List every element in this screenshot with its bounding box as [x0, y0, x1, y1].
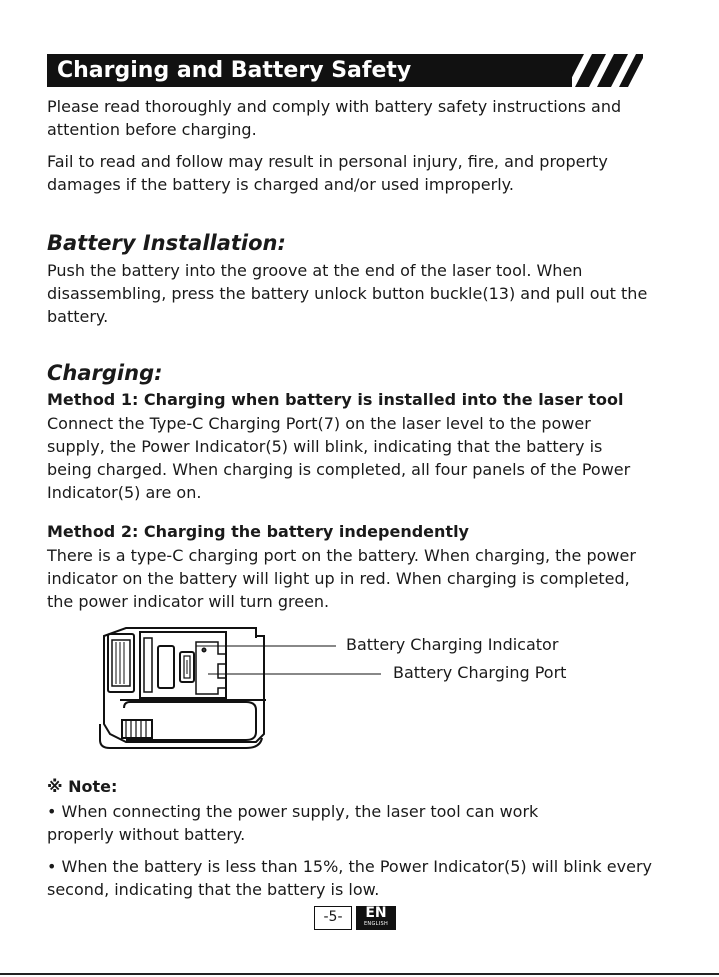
language-code: EN: [365, 905, 387, 921]
charging-heading: Charging:: [47, 361, 163, 385]
method2-title: Method 2: Charging the battery independently: [47, 522, 469, 541]
installation-text: Push the battery into the groove at the end of the laser tool. When disassembling, press the battery unlock button buckle(13) and pull out the battery.: [47, 261, 648, 326]
bottom-rule: [0, 973, 719, 975]
page-number: -5-: [314, 906, 352, 930]
note-title: ※ Note:: [47, 777, 118, 796]
installation-heading: Battery Installation:: [47, 231, 286, 255]
method1-title: Method 1: Charging when battery is installed into the laser tool: [47, 390, 624, 409]
method2-text: There is a type-C charging port on the battery. When charging, the power indicator on the battery will light up in red. When charging is completed, the power indicator will turn green.: [47, 546, 636, 611]
language-name: ENGLISH: [363, 921, 389, 927]
section-title-banner: [47, 54, 572, 87]
note-item-2: • When the battery is less than 15%, the Power Indicator(5) will blink every second, indicating that the battery is low.: [47, 857, 652, 899]
intro-paragraph: Please read thoroughly and comply with battery safety instructions and attention before charging.: [47, 97, 622, 139]
callout-charging-port: Battery Charging Port: [393, 663, 567, 682]
decorative-stripes: [553, 54, 643, 87]
callout-charging-indicator: Battery Charging Indicator: [346, 635, 559, 654]
method1-text: Connect the Type-C Charging Port(7) on the laser level to the power supply, the Power Indicator(5) will blink, indicating that the battery is being charged. When charging is completed, all four panels of the Power Indicator(5) are on.: [47, 414, 631, 502]
language-badge: [356, 906, 396, 930]
section-title: Charging and Battery Safety: [57, 58, 412, 83]
note-item-1: • When connecting the power supply, the laser tool can work properly without battery.: [47, 802, 539, 844]
warning-paragraph: Fail to read and follow may result in personal injury, fire, and property damages if the battery is charged and/or used improperly.: [47, 152, 608, 194]
